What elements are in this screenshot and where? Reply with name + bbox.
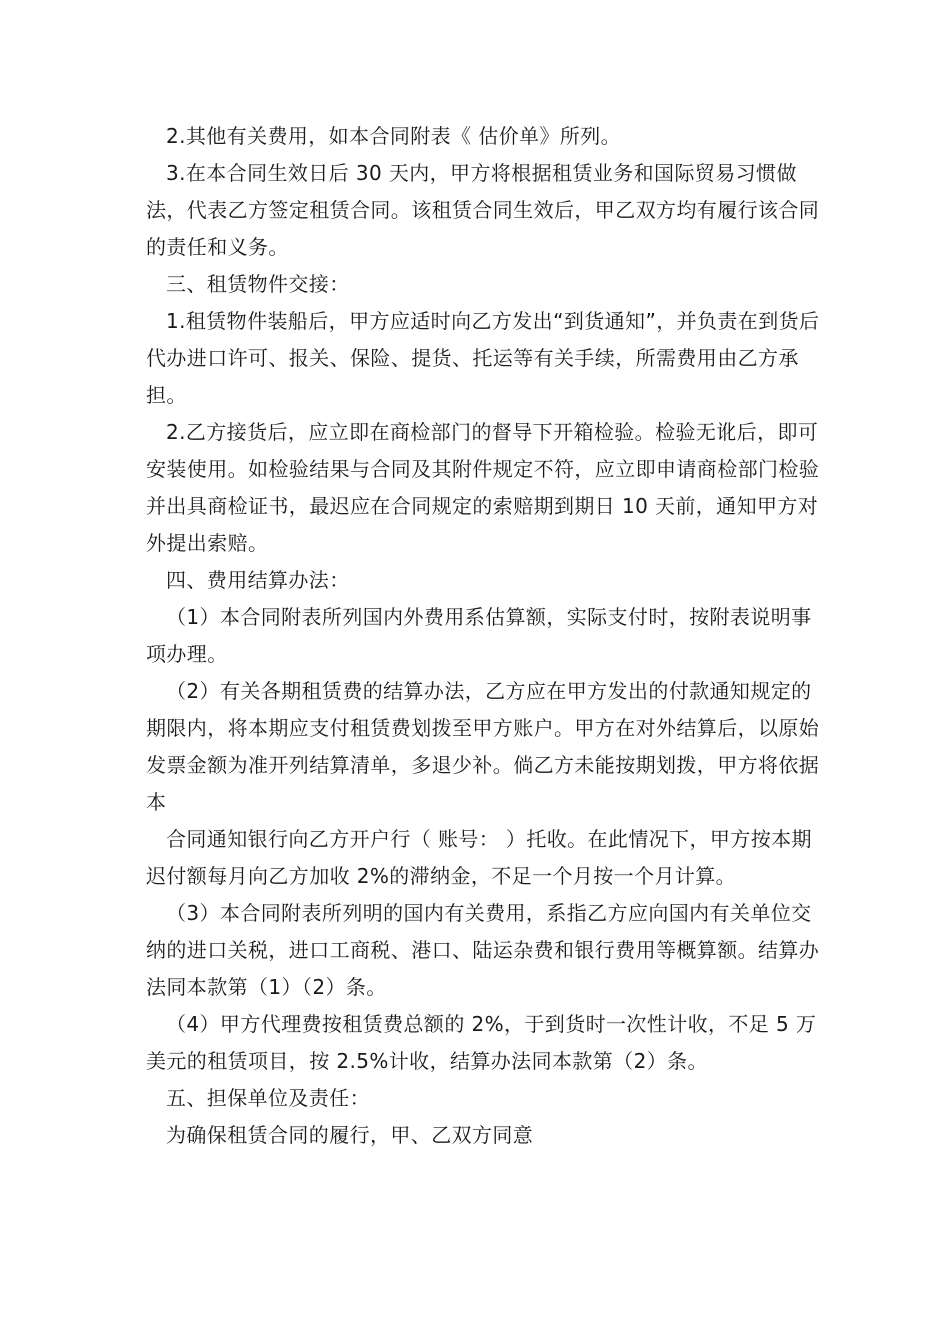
section-heading-guarantee: 五、担保单位及责任： [166,1086,370,1110]
paragraph-guarantee: 为确保租赁合同的履行，甲、乙双方同意 [166,1123,534,1147]
section-heading-settlement: 四、费用结算办法： [166,568,350,592]
paragraph-inspection: 2.乙方接货后，应立即在商检部门的督导下开箱检验。检验无讹后，即可安装使用。如检验结果与合同及其附件规定不符，应立即申请商检部门检验并出具商检证书，最迟应在合同规定的索赔期到期日 10 天前，通知甲方对外提出索赔。 [146,420,820,555]
paragraph-settlement-1: （1）本合同附表所列国内外费用系估算额，实际支付时，按附表说明事项办理。 [146,605,812,666]
paragraph-lease-contract-signing: 3.在本合同生效日后 30 天内，甲方将根据租赁业务和国际贸易习惯做法，代表乙方签定租赁合同。该租赁合同生效后，甲乙双方均有履行该合同的责任和义务。 [146,161,820,259]
section-heading-delivery: 三、租赁物件交接： [166,272,350,296]
paragraph-settlement-4: （4）甲方代理费按租赁费总额的 2%，于到货时一次性计收，不足 5 万美元的租赁项目，按 2.5%计收，结算办法同本款第（2）条。 [146,1012,817,1073]
paragraph-settlement-2-continued: 合同通知银行向乙方开户行（ 账号： ）托收。在此情况下，甲方按本期迟付额每月向乙方加收 2%的滞纳金，不足一个月按一个月计算。 [146,827,812,888]
paragraph-settlement-3: （3）本合同附表所列明的国内有关费用，系指乙方应向国内有关单位交纳的进口关税，进口工商税、港口、陆运杂费和银行费用等概算额。结算办法同本款第（1）（2）条。 [146,901,820,999]
paragraph-settlement-2: （2）有关各期租赁费的结算办法，乙方应在甲方发出的付款通知规定的期限内，将本期应支付租赁费划拨至甲方账户。甲方在对外结算后，以原始发票金额为准开列结算清单，多退少补。倘乙方未能按期划拨，甲方将依据本 [146,679,820,814]
document-body [146,118,826,1154]
paragraph-other-fees: 2.其他有关费用，如本合同附表《 估价单》所列。 [166,124,622,148]
paragraph-arrival-notice: 1.租赁物件装船后，甲方应适时向乙方发出“到货通知”，并负责在到货后代办进口许可、报关、保险、提货、托运等有关手续，所需费用由乙方承担。 [146,309,820,407]
